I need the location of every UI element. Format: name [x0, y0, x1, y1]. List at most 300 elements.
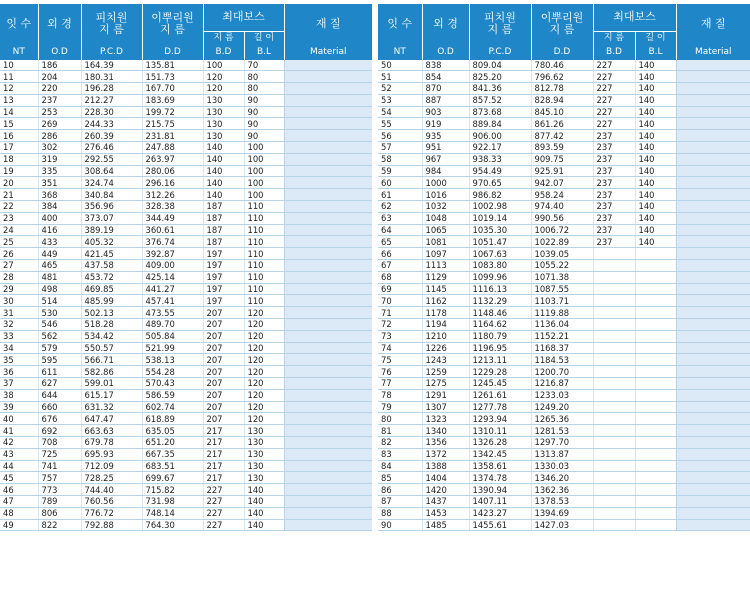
cell-pcd: 1277.78: [469, 401, 531, 413]
cell-od: 644: [38, 389, 81, 401]
cell-material: [284, 437, 372, 449]
cell-bd: 227: [203, 484, 244, 496]
cell-material: [676, 165, 750, 177]
cell-dd: 489.70: [142, 319, 203, 331]
cell-pcd: 1196.95: [469, 342, 531, 354]
cell-od: 1388: [422, 460, 469, 472]
cell-dd: 199.72: [142, 106, 203, 118]
cell-nt: 11: [0, 71, 38, 83]
cell-nt: 38: [0, 389, 38, 401]
table-row: [378, 248, 750, 260]
cell-bl: 140: [635, 71, 676, 83]
cell-nt: 71: [378, 307, 422, 319]
cell-material: [676, 507, 750, 519]
table-row: [378, 366, 750, 378]
cell-nt: 86: [378, 484, 422, 496]
cell-material: [284, 201, 372, 213]
cell-material: [284, 177, 372, 189]
cell-od: 481: [38, 271, 81, 283]
cell-pcd: 615.17: [81, 389, 142, 401]
table-row: [0, 319, 372, 331]
cell-od: 562: [38, 330, 81, 342]
cell-bl: 140: [635, 83, 676, 95]
cell-material: [284, 354, 372, 366]
cell-bl: [635, 342, 676, 354]
cell-material: [284, 460, 372, 472]
cell-pcd: 1019.14: [469, 212, 531, 224]
cell-pcd: 469.85: [81, 283, 142, 295]
table-row: [378, 330, 750, 342]
cell-pcd: 518.28: [81, 319, 142, 331]
cell-od: 935: [422, 130, 469, 142]
cell-nt: 41: [0, 425, 38, 437]
cell-od: 725: [38, 448, 81, 460]
cell-bl: 120: [244, 389, 284, 401]
cell-dd: 1427.03: [531, 519, 593, 531]
cell-dd: 457.41: [142, 295, 203, 307]
cell-bl: [635, 495, 676, 507]
cell-bd: [593, 248, 635, 260]
cell-nt: 82: [378, 437, 422, 449]
table-row: [0, 507, 372, 519]
cell-bl: 100: [244, 142, 284, 154]
table-row: [0, 271, 372, 283]
cell-pcd: 889.84: [469, 118, 531, 130]
cell-bd: 237: [593, 177, 635, 189]
cell-nt: 51: [378, 71, 422, 83]
cell-od: 1259: [422, 366, 469, 378]
cell-pcd: 1310.11: [469, 425, 531, 437]
cell-bl: 120: [244, 366, 284, 378]
cell-bd: 197: [203, 260, 244, 272]
cell-od: 627: [38, 378, 81, 390]
table-row: [0, 106, 372, 118]
cell-pcd: 1293.94: [469, 413, 531, 425]
cell-bl: 110: [244, 283, 284, 295]
cell-od: 1243: [422, 354, 469, 366]
cell-dd: 667.35: [142, 448, 203, 460]
cell-nt: 78: [378, 389, 422, 401]
cell-dd: 1055.22: [531, 260, 593, 272]
table-row: [0, 389, 372, 401]
cell-pcd: 389.19: [81, 224, 142, 236]
cell-bl: 130: [244, 472, 284, 484]
table-row: [378, 260, 750, 272]
table-row: [0, 437, 372, 449]
cell-nt: 75: [378, 354, 422, 366]
header-bd-en: B.D: [203, 44, 244, 60]
table-row: [0, 425, 372, 437]
cell-bd: [593, 354, 635, 366]
cell-od: 660: [38, 401, 81, 413]
table-row: [0, 401, 372, 413]
cell-od: 237: [38, 94, 81, 106]
cell-pcd: 453.72: [81, 271, 142, 283]
cell-pcd: 437.58: [81, 260, 142, 272]
cell-nt: 32: [0, 319, 38, 331]
cell-od: 1048: [422, 212, 469, 224]
cell-dd: 1249.20: [531, 401, 593, 413]
cell-nt: 81: [378, 425, 422, 437]
cell-pcd: 373.07: [81, 212, 142, 224]
cell-pcd: 776.72: [81, 507, 142, 519]
cell-pcd: 1326.28: [469, 437, 531, 449]
table-row: [0, 83, 372, 95]
header-nt: 잇 수: [378, 4, 422, 44]
cell-od: 595: [38, 354, 81, 366]
cell-bd: 197: [203, 271, 244, 283]
cell-dd: 1330.03: [531, 460, 593, 472]
cell-material: [284, 236, 372, 248]
cell-bd: 237: [593, 153, 635, 165]
cell-material: [676, 236, 750, 248]
cell-dd: 441.27: [142, 283, 203, 295]
cell-nt: 54: [378, 106, 422, 118]
cell-nt: 58: [378, 153, 422, 165]
cell-od: 903: [422, 106, 469, 118]
cell-material: [284, 130, 372, 142]
cell-nt: 66: [378, 248, 422, 260]
cell-dd: 1378.53: [531, 495, 593, 507]
cell-dd: 974.40: [531, 201, 593, 213]
cell-od: 286: [38, 130, 81, 142]
cell-nt: 36: [0, 366, 38, 378]
cell-bl: 130: [244, 425, 284, 437]
cell-bl: [635, 413, 676, 425]
cell-od: 220: [38, 83, 81, 95]
table-row: [0, 495, 372, 507]
cell-bl: 110: [244, 271, 284, 283]
cell-pcd: 421.45: [81, 248, 142, 260]
cell-bd: 207: [203, 342, 244, 354]
cell-pcd: 1116.13: [469, 283, 531, 295]
cell-bd: 207: [203, 401, 244, 413]
cell-bd: 237: [593, 165, 635, 177]
cell-nt: 20: [0, 177, 38, 189]
cell-nt: 10: [0, 60, 38, 71]
cell-nt: 31: [0, 307, 38, 319]
table-row: [378, 295, 750, 307]
cell-pcd: 712.09: [81, 460, 142, 472]
cell-bd: 187: [203, 236, 244, 248]
cell-nt: 56: [378, 130, 422, 142]
cell-nt: 64: [378, 224, 422, 236]
cell-nt: 74: [378, 342, 422, 354]
cell-material: [284, 224, 372, 236]
cell-pcd: 599.01: [81, 378, 142, 390]
cell-nt: 25: [0, 236, 38, 248]
cell-material: [676, 378, 750, 390]
cell-material: [676, 448, 750, 460]
cell-dd: 1152.21: [531, 330, 593, 342]
cell-od: 1291: [422, 389, 469, 401]
table-row: [0, 248, 372, 260]
cell-bl: 90: [244, 94, 284, 106]
cell-material: [284, 378, 372, 390]
cell-material: [284, 165, 372, 177]
cell-dd: 344.49: [142, 212, 203, 224]
cell-dd: 828.94: [531, 94, 593, 106]
cell-nt: 79: [378, 401, 422, 413]
cell-nt: 70: [378, 295, 422, 307]
cell-dd: 554.28: [142, 366, 203, 378]
cell-bd: 227: [203, 507, 244, 519]
cell-bd: 227: [593, 83, 635, 95]
cell-od: 433: [38, 236, 81, 248]
cell-pcd: 906.00: [469, 130, 531, 142]
cell-od: 319: [38, 153, 81, 165]
cell-od: 1404: [422, 472, 469, 484]
table-row: [378, 212, 750, 224]
table-row: [378, 389, 750, 401]
gear-spec-table-left: [0, 4, 372, 531]
cell-bd: 207: [203, 378, 244, 390]
cell-bl: 90: [244, 118, 284, 130]
cell-bl: [635, 448, 676, 460]
cell-nt: 60: [378, 177, 422, 189]
cell-pcd: 938.33: [469, 153, 531, 165]
cell-dd: 861.26: [531, 118, 593, 130]
table-row: [0, 130, 372, 142]
cell-dd: 1119.88: [531, 307, 593, 319]
cell-bl: [635, 271, 676, 283]
cell-bd: 237: [593, 236, 635, 248]
cell-dd: 473.55: [142, 307, 203, 319]
cell-nt: 44: [0, 460, 38, 472]
cell-dd: 505.84: [142, 330, 203, 342]
cell-pcd: 1051.47: [469, 236, 531, 248]
cell-dd: 1087.55: [531, 283, 593, 295]
cell-material: [676, 354, 750, 366]
cell-bd: 120: [203, 83, 244, 95]
cell-bl: [635, 366, 676, 378]
cell-bd: [593, 448, 635, 460]
cell-nt: 77: [378, 378, 422, 390]
cell-bd: 140: [203, 189, 244, 201]
table-row: [0, 260, 372, 272]
cell-bl: 130: [244, 437, 284, 449]
cell-nt: 16: [0, 130, 38, 142]
table-row: [378, 354, 750, 366]
cell-bd: [593, 319, 635, 331]
header-od: 외 경: [38, 4, 81, 44]
cell-pcd: 1342.45: [469, 448, 531, 460]
cell-material: [676, 401, 750, 413]
cell-pcd: 1035.30: [469, 224, 531, 236]
cell-od: 951: [422, 142, 469, 154]
cell-pcd: 260.39: [81, 130, 142, 142]
cell-pcd: 1423.27: [469, 507, 531, 519]
cell-bl: [635, 401, 676, 413]
cell-bd: 227: [203, 495, 244, 507]
cell-dd: 812.78: [531, 83, 593, 95]
cell-bd: 227: [593, 106, 635, 118]
cell-od: 1323: [422, 413, 469, 425]
cell-pcd: 324.74: [81, 177, 142, 189]
cell-od: 546: [38, 319, 81, 331]
header-boss: 최대보스: [203, 4, 284, 31]
cell-bd: 140: [203, 153, 244, 165]
cell-od: 1226: [422, 342, 469, 354]
cell-bl: [635, 283, 676, 295]
cell-pcd: 1229.28: [469, 366, 531, 378]
cell-material: [676, 283, 750, 295]
table-row: [0, 212, 372, 224]
cell-od: 757: [38, 472, 81, 484]
cell-bd: [593, 307, 635, 319]
cell-nt: 57: [378, 142, 422, 154]
cell-material: [676, 460, 750, 472]
cell-material: [676, 330, 750, 342]
table-row: [0, 165, 372, 177]
cell-od: 741: [38, 460, 81, 472]
cell-bd: 130: [203, 130, 244, 142]
cell-od: 838: [422, 60, 469, 71]
cell-pcd: 1180.79: [469, 330, 531, 342]
cell-dd: 1265.36: [531, 413, 593, 425]
cell-pcd: 1358.61: [469, 460, 531, 472]
cell-bl: 120: [244, 330, 284, 342]
cell-dd: 425.14: [142, 271, 203, 283]
cell-od: 806: [38, 507, 81, 519]
cell-dd: 1136.04: [531, 319, 593, 331]
cell-bd: [593, 472, 635, 484]
cell-material: [284, 153, 372, 165]
cell-pcd: 164.39: [81, 60, 142, 71]
cell-dd: 409.00: [142, 260, 203, 272]
table-row: [378, 106, 750, 118]
cell-material: [284, 283, 372, 295]
cell-nt: 65: [378, 236, 422, 248]
cell-nt: 62: [378, 201, 422, 213]
cell-pcd: 679.78: [81, 437, 142, 449]
cell-nt: 17: [0, 142, 38, 154]
table-row: [0, 224, 372, 236]
cell-bl: [635, 319, 676, 331]
cell-pcd: 1407.11: [469, 495, 531, 507]
cell-bd: 120: [203, 71, 244, 83]
cell-bl: 140: [635, 212, 676, 224]
cell-nt: 72: [378, 319, 422, 331]
header-bl-en: B.L: [244, 44, 284, 60]
table-row: [0, 413, 372, 425]
cell-dd: 683.51: [142, 460, 203, 472]
cell-dd: 1071.38: [531, 271, 593, 283]
cell-dd: 1216.87: [531, 378, 593, 390]
cell-material: [676, 142, 750, 154]
cell-pcd: 1067.63: [469, 248, 531, 260]
table-row: [378, 437, 750, 449]
cell-pcd: 1083.80: [469, 260, 531, 272]
header-od: 외 경: [422, 4, 469, 44]
cell-pcd: 534.42: [81, 330, 142, 342]
cell-material: [676, 71, 750, 83]
cell-bl: 80: [244, 71, 284, 83]
cell-dd: 280.06: [142, 165, 203, 177]
cell-dd: 715.82: [142, 484, 203, 496]
cell-nt: 76: [378, 366, 422, 378]
cell-od: 1145: [422, 283, 469, 295]
cell-nt: 24: [0, 224, 38, 236]
table-row: [378, 71, 750, 83]
cell-bd: 130: [203, 94, 244, 106]
cell-nt: 37: [0, 378, 38, 390]
cell-material: [284, 60, 372, 71]
table-row: [0, 448, 372, 460]
table-row: [378, 484, 750, 496]
cell-bd: [593, 330, 635, 342]
cell-material: [284, 425, 372, 437]
cell-nt: 30: [0, 295, 38, 307]
cell-dd: 1394.69: [531, 507, 593, 519]
cell-bd: 237: [593, 201, 635, 213]
cell-nt: 22: [0, 201, 38, 213]
cell-dd: 392.87: [142, 248, 203, 260]
cell-od: 335: [38, 165, 81, 177]
cell-nt: 88: [378, 507, 422, 519]
cell-bl: 120: [244, 307, 284, 319]
table-body-right: [378, 60, 750, 531]
cell-nt: 28: [0, 271, 38, 283]
cell-dd: 312.26: [142, 189, 203, 201]
cell-bd: 197: [203, 295, 244, 307]
cell-material: [676, 260, 750, 272]
cell-nt: 52: [378, 83, 422, 95]
cell-bl: 90: [244, 130, 284, 142]
cell-bd: [593, 260, 635, 272]
cell-pcd: 1164.62: [469, 319, 531, 331]
cell-pcd: 873.68: [469, 106, 531, 118]
cell-dd: 764.30: [142, 519, 203, 531]
cell-bd: 227: [593, 94, 635, 106]
cell-bl: 90: [244, 106, 284, 118]
cell-material: [676, 130, 750, 142]
cell-material: [676, 189, 750, 201]
cell-pcd: 809.04: [469, 60, 531, 71]
cell-nt: 39: [0, 401, 38, 413]
header-material: 재 질: [676, 4, 750, 44]
table-row: [378, 519, 750, 531]
cell-nt: 15: [0, 118, 38, 130]
cell-nt: 53: [378, 94, 422, 106]
cell-material: [676, 495, 750, 507]
gear-spec-table-right: [378, 4, 750, 531]
cell-od: 1210: [422, 330, 469, 342]
cell-dd: 1281.53: [531, 425, 593, 437]
cell-pcd: 550.57: [81, 342, 142, 354]
cell-pcd: 292.55: [81, 153, 142, 165]
cell-bl: 110: [244, 212, 284, 224]
cell-pcd: 825.20: [469, 71, 531, 83]
table-row: [378, 413, 750, 425]
table-row: [378, 307, 750, 319]
table-row: [0, 283, 372, 295]
cell-material: [676, 118, 750, 130]
table-row: [378, 236, 750, 248]
cell-pcd: 1245.45: [469, 378, 531, 390]
cell-nt: 12: [0, 83, 38, 95]
cell-dd: 618.89: [142, 413, 203, 425]
cell-dd: 699.67: [142, 472, 203, 484]
cell-dd: 1006.72: [531, 224, 593, 236]
cell-dd: 958.24: [531, 189, 593, 201]
cell-od: 692: [38, 425, 81, 437]
cell-od: 269: [38, 118, 81, 130]
header-pcd-en: P.C.D: [81, 44, 142, 60]
cell-pcd: 405.32: [81, 236, 142, 248]
cell-nt: 50: [378, 60, 422, 71]
table-row: [0, 118, 372, 130]
